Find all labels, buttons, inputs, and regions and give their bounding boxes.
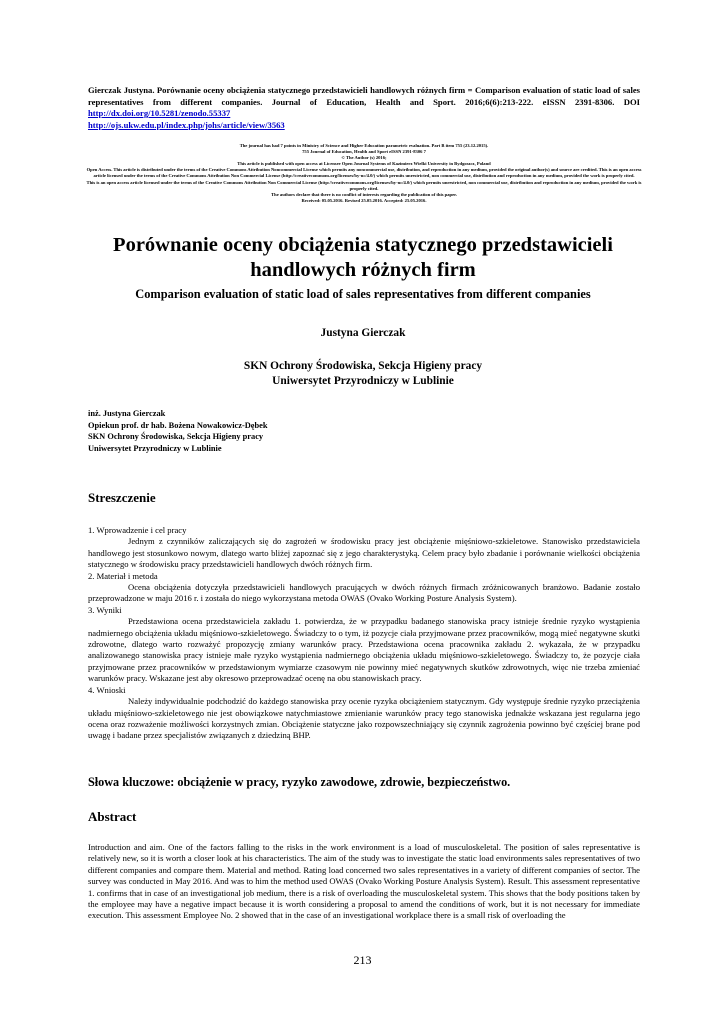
doi-link[interactable]: http://dx.doi.org/10.5281/zenodo.55337 (88, 108, 231, 118)
fine-print-line: This article is published with open access at Licensee Open Journal Systems of Kazimierz Wielki University in Bydgoszcz, Poland (237, 161, 491, 167)
streszczenie-body (88, 525, 640, 742)
contact-line: Uniwersytet Przyrodniczy w Lublinie (88, 443, 222, 453)
fine-print-line: © The Author (s) 2016; (341, 155, 387, 161)
paper-title-polish: Porównanie oceny obciążenia statycznego przedstawicieli handlowych różnych firm (113, 234, 613, 281)
fine-print-line: The journal has had 7 points in Ministry of Science and Higher Education parametric evaluation. Part B item 755 (23.12.2015). (239, 143, 489, 148)
streszczenie-heading: Streszczenie (88, 490, 156, 505)
fine-print-line: This is an open access article licensed under the terms of the Creative Commons Attribution Non Commercial License (http://creativecommons.org/licenses/by-nc/4.0/) which permits unrestricted, non commercial use, distribution and reproduction in any medium, provided the work is properly cited. (86, 179, 642, 191)
fine-print-line: 755 Journal of Education, Health and Sport eISSN 2391-8306 7 (302, 149, 426, 155)
fine-print-line: Open Access. This article is distributed under the terms of the Creative Commons Attribution Noncommercial License which permits any noncommercial use, distribution, and reproduction in any medium, provided the original author(s) and source are credited. This is an open access article licensed under the terms of the Creative Commons Attribution Non Commercial License (http://creativecommons.org/licenses/by-nc/4.0/) which permits unrestricted, non commercial use, distribution and reproduction in any medium, provided the work is properly cited. (86, 167, 642, 179)
affiliation-line: Uniwersytet Przyrodniczy w Lublinie (272, 375, 454, 387)
section-label: 3. Wyniki (88, 604, 122, 615)
section-text: Jednym z czynników zaliczających się do zagrożeń w środowisku pracy jest obciążenie mięśniowo-szkieletowe. Stanowisko przedstawiciela handlowego jest stosunkowo nowym, dlatego warto bliżej zapoznać się z jego charakterystyką. Celem pracy było zbadanie i porównanie wielkości obciążenia statycznego w środowisku pracy przedstawicieli handlowych dwóch różnych firm. (88, 536, 640, 570)
contact-line: Opiekun prof. dr hab. Bożena Nowakowicz-Dębek (88, 420, 268, 430)
citation-block (88, 85, 640, 131)
contact-block (88, 408, 640, 454)
abstract-heading: Abstract (88, 809, 137, 824)
section-text: Przedstawiona ocena przedstawiciela zakładu 1. potwierdza, że w przypadku badanego stanowiska pracy istnieje średnie ryzyko wystąpienia nadmiernego obciążenia układu mięśniowo-szkieletowego. Świadczy to o tym, iż pozycje ciała przyjmowane przez pracowników, mogą mieć negatywne skutki zdrowotne, dlatego warto rozważyć propozycję zmiany warunków pracy. Przedstawiona ocena pracownika zakładu 2. wykazała, że w przypadku analizowanego stanowiska pracy istnieje małe ryzyko wystąpienia nadmiernego obciążenia układu mięśniowo-szkieletowego. Świadczy to, że pozycje ciała przyjmowane przez pracowników w przedstawionym wymiarze czasowym nie powinny mieć negatywnych skutków zdrowotnych, więc nie trzeba zmieniać warunków pracy. Wskazane jest aby okresowo przeprowadzać ocenę na obu stanowiskach pracy. (88, 616, 640, 684)
article-url-link[interactable]: http://ojs.ukw.edu.pl/index.php/johs/article/view/3563 (88, 119, 285, 130)
abstract-body (88, 842, 640, 922)
paper-title-english: Comparison evaluation of static load of sales representatives from different companies (135, 287, 591, 301)
journal-fine-print (84, 143, 644, 204)
fine-print-line: Received: 05.05.2016. Revised 25.05.2016. Accepted: 25.05.2016. (301, 197, 427, 203)
author-name: Justyna Gierczak (320, 327, 406, 339)
abstract-text: Introduction and aim. One of the factors falling to the risks in the work environment is a load of musculoskeletal. The position of sales representative is relatively new, so it is worth a closer look at his characteristics. The aim of the study was to investigate the static load environments sales representatives of two different companies and compare them. Material and method. Rating load concerned two sales representatives in a variety of different companies of sector. The survey was conducted in May 2016. And was to him the method used OWAS (Ovako Working Posture Analysis System). Result. This assessment representative 1. confirms that in case of an investigational job medium, there is a risk of overloading the musculoskeletal system. This shows that the body positions taken by the employee may have a negative impact because it is worth considering a proposal to amend the conditions of work, but it is not necessary for immediate execution. This assessment Employee No. 2 showed that in the case of an investigational workplace there is a small risk of overloading the (88, 842, 640, 921)
contact-line: SKN Ochrony Środowiska, Sekcja Higieny pracy (88, 432, 264, 441)
section-label: 1. Wprowadzenie i cel pracy (88, 525, 187, 535)
section-text: Należy indywidualnie podchodzić do każdego stanowiska przy ocenie ryzyka obciążeniem statycznym. Gdy występuje średnie ryzyko przeciążenia układu mięśniowo-szkieletowego nie jest obowiązkowe natychmiastowe zmienianie warunków pracy tego stanowiska jednakże wskazana jest regularna jego ocena oraz rozważenie możliwości korzystnych zmian. Obciążenie statyczne jako rozpowszechniający się czynnik zagrożenia powinno być częściej brane pod uwagę i badane przez specjalistów związanych z dziedziną BHP. (88, 696, 640, 741)
contact-line: inż. Justyna Gierczak (88, 409, 166, 418)
keywords: Słowa kluczowe: obciążenie w pracy, ryzyko zawodowe, zdrowie, bezpieczeństwo. (88, 775, 511, 789)
section-label: 4. Wnioski (88, 684, 126, 695)
citation-text: Gierczak Justyna. Porównanie oceny obciążenia statycznego przedstawicieli handlowych różnych firm = Comparison evaluation of static load of sales representatives from different companies. Journal of Education, Health and Sport. 2016;6(6):213-222. eISSN 2391-8306. DOI (88, 85, 640, 107)
section-text: Ocena obciążenia dotyczyła przedstawicieli handlowych pracujących w dwóch różnych firmach zróżnicowanych branżowo. Badanie zostało przeprowadzone w maju 2016 r. i została do niego wykorzystana metoda OWAS (Ovako Working Posture Analysis System). (88, 582, 640, 604)
page-number: 213 (353, 953, 372, 967)
section-label: 2. Materiał i metoda (88, 570, 158, 581)
affiliation (80, 359, 646, 389)
fine-print-line: The authors declare that there is no conflict of interests regarding the publication of this paper. (271, 191, 457, 197)
affiliation-line: SKN Ochrony Środowiska, Sekcja Higieny pracy (243, 360, 483, 372)
